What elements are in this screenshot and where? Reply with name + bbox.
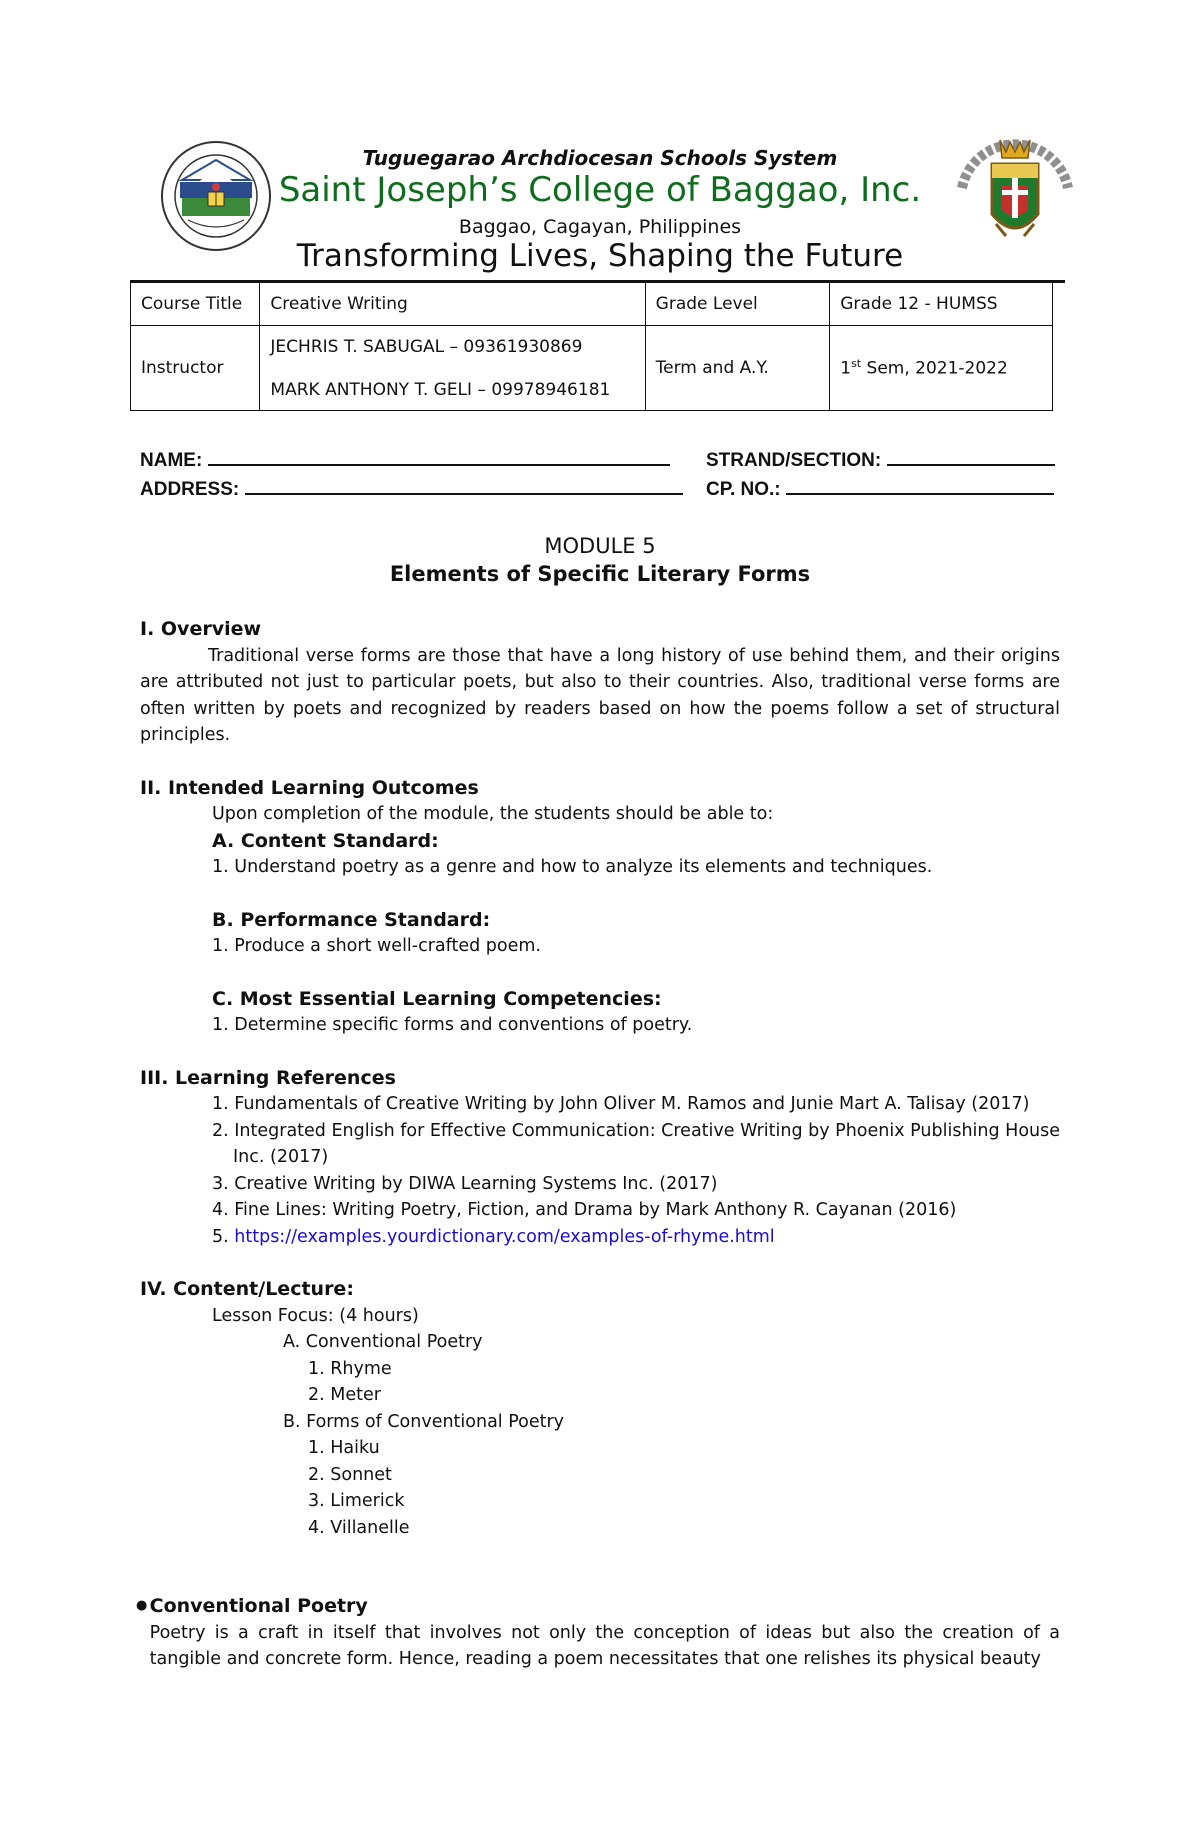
competencies-item: 1. Determine specific forms and conventions of poetry. [212,1015,693,1035]
content-standard-heading: A. Content Standard: [212,829,439,852]
term-rest: Sem, 2021-2022 [861,358,1008,379]
course-title-label: Course Title [131,283,260,326]
content-heading: IV. Content/Lecture: [140,1278,354,1300]
cp-input[interactable] [786,476,1054,495]
module-number: MODULE 5 [544,534,656,558]
reference-link[interactable]: https://examples.yourdictionary.com/examples-of-rhyme.html [234,1226,775,1247]
lesson-focus: Lesson Focus: (4 hours) [212,1305,419,1326]
overview-text: Traditional verse forms are those that have a long history of use behind them, and their origins are attributed not just to particular poets, but also to their countries. Also, traditional verse forms are often written by poets and recognized by readers based on how the poems follow a set of structural principles. [140,645,1060,745]
references-heading: III. Learning References [140,1066,396,1089]
list-item: 4. Villanelle [308,1517,410,1538]
table-row [131,326,1053,411]
school-system-name: Tuguegarao Archdiocesan Schools System [362,146,838,170]
competencies-heading: C. Most Essential Learning Competencies: [212,987,662,1010]
cp-label: CP. NO.: [706,479,781,500]
reference-item-3: 3. Creative Writing by DIWA Learning Systems Inc. (2017) [212,1173,718,1194]
instructor-2: MARK ANTHONY T. GELI – 09978946181 [270,379,611,400]
outcomes-heading: II. Intended Learning Outcomes [140,776,479,799]
address-field [140,476,683,501]
term-value [830,326,1053,411]
section-a-title: A. Conventional Poetry [283,1332,483,1352]
bullet-icon: ● [136,1598,148,1613]
table-row [131,283,1053,326]
module-body [136,616,1060,1673]
conventional-text: Poetry is a craft in itself that involves not only the conception of ideas but also the creation of a tangible and concrete form. Hence, reading a poem necessitates that one relishes its physical beauty [149,1622,1060,1669]
name-input[interactable] [208,447,670,466]
course-title-value: Creative Writing [260,283,645,326]
strand-input[interactable] [887,447,1055,466]
reference-item-4: 4. Fine Lines: Writing Poetry, Fiction, and Drama by Mark Anthony R. Cayanan (2016) [212,1200,957,1220]
name-field [140,447,670,472]
reference-item-5 [212,1224,1060,1251]
list-item: 1. Rhyme [308,1358,392,1379]
conventional-heading: Conventional Poetry [149,1595,368,1617]
grade-level-label: Grade Level [645,283,830,326]
performance-standard-item: 1. Produce a short well-crafted poem. [212,936,541,956]
module-title: Elements of Specific Literary Forms [389,562,811,586]
instructor-label: Instructor [131,326,260,411]
college-motto: Transforming Lives, Shaping the Future [296,238,904,274]
term-label: Term and A.Y. [645,326,830,411]
section-b-title: B. Forms of Conventional Poetry [283,1411,565,1432]
college-name: Saint Joseph’s College of Baggao, Inc. [278,170,922,210]
term-prefix: 1 [840,358,852,379]
list-item: 2. Meter [308,1385,381,1405]
list-item: 3. Limerick [308,1491,405,1511]
reference-item-2: 2. Integrated English for Effective Communication: Creative Writing by Phoenix Publishing House Inc. (2017) [212,1120,1060,1167]
performance-standard-heading: B. Performance Standard: [212,908,491,931]
strand-field [706,447,1055,472]
content-standard-item: 1. Understand poetry as a genre and how to analyze its elements and techniques. [212,857,933,877]
archdiocesan-seal-icon [948,118,1082,268]
address-label: ADDRESS: [140,479,240,500]
strand-label: STRAND/SECTION: [706,450,882,471]
instructor-value [260,326,645,411]
reference-5-number: 5. [212,1226,235,1247]
course-info-table [130,282,1053,411]
outcomes-intro: Upon completion of the module, the students should be able to: [212,804,774,824]
name-label: NAME: [140,450,203,471]
grade-level-value: Grade 12 - HUMSS [830,283,1053,326]
list-item: 2. Sonnet [308,1464,392,1485]
term-sup: st [851,357,862,371]
instructor-1: JECHRIS T. SABUGAL – 09361930869 [270,336,583,357]
reference-item-1: 1. Fundamentals of Creative Writing by John Oliver M. Ramos and Junie Mart A. Talisay (2017) [212,1094,1030,1114]
cp-field [706,476,1054,501]
college-location: Baggao, Cagayan, Philippines [458,216,742,238]
overview-heading: I. Overview [140,618,262,640]
conventional-poetry-section [136,1593,1060,1673]
address-input[interactable] [245,476,683,495]
list-item: 1. Haiku [308,1438,380,1458]
